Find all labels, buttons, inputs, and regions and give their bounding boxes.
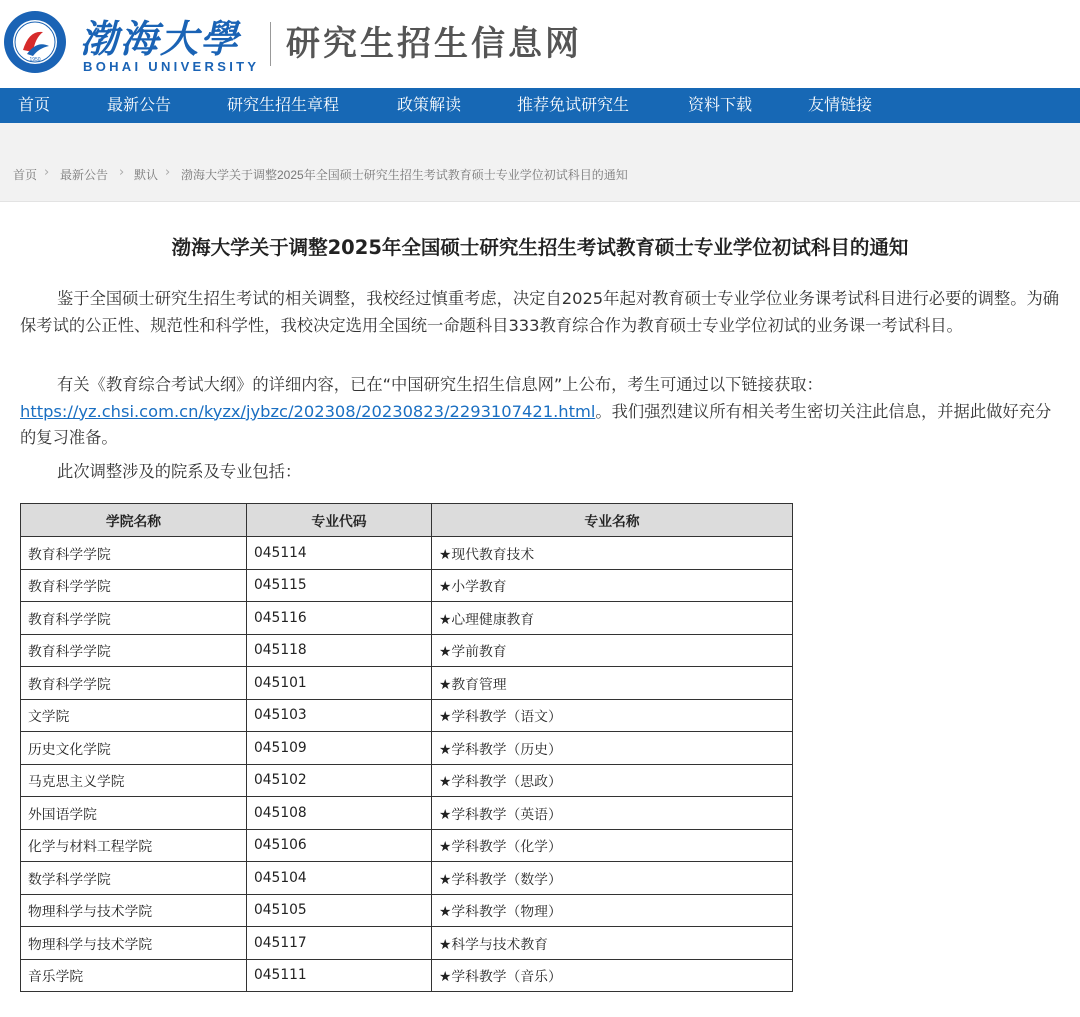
nav-item-recommended-admission[interactable]: 推荐免试研究生 <box>517 97 630 114</box>
table-row <box>21 927 793 960</box>
cell-code: 045109 <box>247 732 432 765</box>
cell-college: 音乐学院 <box>21 959 247 992</box>
nav-item-links[interactable]: 友情链接 <box>808 97 873 114</box>
nav-item-announcements[interactable]: 最新公告 <box>107 97 172 114</box>
breadcrumb-announcements[interactable]: 最新公告 <box>60 168 109 182</box>
cell-major: ★学科教学（数学） <box>432 862 793 895</box>
table-row <box>21 537 793 570</box>
column-header-code: 专业代码 <box>247 504 432 537</box>
breadcrumb-current: 渤海大学关于调整2025年全国硕士研究生招生考试教育硕士专业学位初试科目的通知 <box>181 168 628 182</box>
cell-code: 045102 <box>247 764 432 797</box>
table-row <box>21 732 793 765</box>
cell-college: 物理科学与技术学院 <box>21 927 247 960</box>
cell-code: 045101 <box>247 667 432 700</box>
cell-code: 045118 <box>247 634 432 667</box>
cell-college: 历史文化学院 <box>21 732 247 765</box>
table-row <box>21 862 793 895</box>
cell-college: 教育科学学院 <box>21 569 247 602</box>
table-row <box>21 894 793 927</box>
chevron-right-icon: › <box>165 165 171 180</box>
university-seal-icon[interactable] <box>3 10 67 74</box>
cell-major: ★小学教育 <box>432 569 793 602</box>
table-header-row <box>21 504 793 537</box>
table-row <box>21 764 793 797</box>
cell-college: 教育科学学院 <box>21 537 247 570</box>
table-row <box>21 699 793 732</box>
cell-major: ★学科教学（思政） <box>432 764 793 797</box>
cell-college: 外国语学院 <box>21 797 247 830</box>
cell-college: 教育科学学院 <box>21 602 247 635</box>
article-paragraph: 鉴于全国硕士研究生招生考试的相关调整，我校经过慎重考虑，决定自2025年起对教育硕士专业学位业务课考试科目进行必要的调整。为确保考试的公正性、规范性和科学性，我校决定选用全国统一命题科目333教育综合作为教育硕士专业学位初试的业务课一考试科目。 <box>20 289 1060 335</box>
cell-code: 045114 <box>247 537 432 570</box>
site-header <box>0 0 1080 88</box>
breadcrumb-default[interactable]: 默认 <box>134 168 159 182</box>
cell-college: 数学科学学院 <box>21 862 247 895</box>
page-title: 渤海大学关于调整2025年全国硕士研究生招生考试教育硕士专业学位初试科目的通知 <box>171 236 909 259</box>
article-paragraph <box>20 372 1066 452</box>
nav-item-downloads[interactable]: 资料下载 <box>688 97 753 114</box>
cell-code: 045108 <box>247 797 432 830</box>
nav-item-home[interactable]: 首页 <box>18 97 51 114</box>
nav-item-policy[interactable]: 政策解读 <box>397 97 462 114</box>
table-row <box>21 797 793 830</box>
table-row <box>21 829 793 862</box>
cell-major: ★学科教学（历史） <box>432 732 793 765</box>
majors-table <box>20 503 793 992</box>
cell-code: 045105 <box>247 894 432 927</box>
breadcrumb <box>0 123 1080 202</box>
cell-major: ★科学与技术教育 <box>432 927 793 960</box>
cell-major: ★学前教育 <box>432 634 793 667</box>
paragraph-text: 有关《教育综合考试大纲》的详细内容，已在“中国研究生招生信息网”上公布，考生可通过以下链接获取： <box>57 375 823 394</box>
cell-college: 马克思主义学院 <box>21 764 247 797</box>
paragraph-text: 。我们强烈建议所有相关考生密切关注此信息，并据此做好充分的复习准备。 <box>20 401 1052 447</box>
chevron-right-icon: › <box>119 165 125 180</box>
cell-code: 045111 <box>247 959 432 992</box>
cell-college: 物理科学与技术学院 <box>21 894 247 927</box>
nav-item-admission-rules[interactable]: 研究生招生章程 <box>227 97 340 114</box>
cell-major: ★学科教学（化学） <box>432 829 793 862</box>
cell-code: 045103 <box>247 699 432 732</box>
article-paragraph: 此次调整涉及的院系及专业包括： <box>57 462 302 481</box>
column-header-major: 专业名称 <box>432 504 793 537</box>
cell-college: 教育科学学院 <box>21 634 247 667</box>
svg-text:1950: 1950 <box>29 57 41 63</box>
cell-major: ★现代教育技术 <box>432 537 793 570</box>
table-row <box>21 634 793 667</box>
table-row <box>21 569 793 602</box>
cell-code: 045106 <box>247 829 432 862</box>
site-name: 研究生招生信息网 <box>286 24 582 64</box>
cell-college: 教育科学学院 <box>21 667 247 700</box>
cell-college: 化学与材料工程学院 <box>21 829 247 862</box>
cell-major: ★学科教学（物理） <box>432 894 793 927</box>
table-row <box>21 602 793 635</box>
cell-major: ★学科教学（语文） <box>432 699 793 732</box>
column-header-college: 学院名称 <box>21 504 247 537</box>
university-name-en[interactable]: BOHAI UNIVERSITY <box>83 59 260 74</box>
syllabus-link[interactable]: https://yz.chsi.com.cn/kyzx/jybzc/202308/20230823/2293107421.html <box>20 401 596 421</box>
table-row <box>21 667 793 700</box>
header-divider <box>270 22 271 66</box>
table-body <box>21 537 793 992</box>
chevron-right-icon: › <box>44 165 50 180</box>
breadcrumb-home[interactable]: 首页 <box>13 168 38 182</box>
table-row <box>21 959 793 992</box>
cell-code: 045116 <box>247 602 432 635</box>
cell-college: 文学院 <box>21 699 247 732</box>
cell-major: ★心理健康教育 <box>432 602 793 635</box>
cell-major: ★教育管理 <box>432 667 793 700</box>
cell-code: 045115 <box>247 569 432 602</box>
cell-major: ★学科教学（英语） <box>432 797 793 830</box>
cell-code: 045104 <box>247 862 432 895</box>
university-name-cn[interactable]: 渤海大學 <box>80 16 241 61</box>
cell-major: ★学科教学（音乐） <box>432 959 793 992</box>
cell-code: 045117 <box>247 927 432 960</box>
main-nav <box>0 88 1080 123</box>
